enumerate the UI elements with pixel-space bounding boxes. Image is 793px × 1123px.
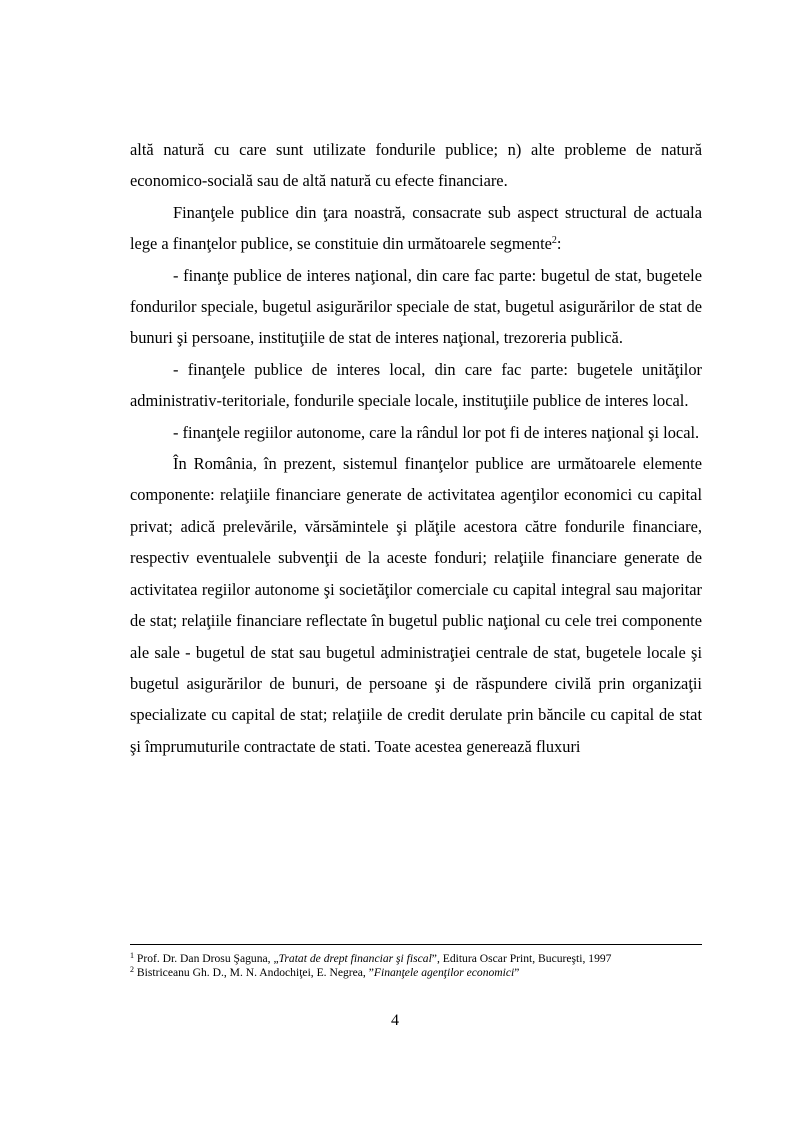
paragraph-segments-intro: [130, 197, 702, 260]
list-item-autonomous-regies: - finanţele regiilor autonome, care la rândul lor pot fi de interes naţional şi local.: [173, 422, 700, 442]
list-item-national-finance: - finanţe publice de interes naţional, din care fac parte: bugetul de stat, bugetele fondurilor speciale, bugetul asigurărilor speciale de stat, bugetul asigurărilor de stat de bunuri şi persoane, instituţiile de stat de interes naţional, trezoreria publică.: [130, 265, 702, 348]
footnote-number: 1: [130, 951, 134, 960]
footnote-prefix: Prof. Dr. Dan Drosu Şaguna, „: [136, 952, 279, 965]
list-item-local-finance: - finanţele publice de interes local, din care fac parte: bugetele unităţilor administrativ-teritoriale, fondurile speciale locale, instituţiile publice de interes local.: [130, 359, 702, 411]
footnote-number: 2: [130, 965, 134, 974]
footnote-divider: [130, 944, 702, 945]
footnote-2: [130, 966, 730, 980]
footnote-1: [130, 952, 730, 966]
paragraph-romania-system: În România, în prezent, sistemul finanţelor publice are următoarele elemente componente: relaţiile financiare generate de activitatea agenţilor economici cu capital privat; adică prelevările, vărsămintele şi plăţile acestora către fondurile financiare, respectiv eventualele subvenţii de la aceste fonduri; relaţiile financiare generate de activitatea regiilor autonome şi societăţilor comerciale cu capital integral sau majoritar de stat; relaţiile financiare reflectate în bugetul public naţional cu cele trei componente ale sale - bugetul de stat sau bugetul administraţiei centrale de stat, bugetele locale şi bugetul asigurărilor de bunuri, de persoane şi de răspundere civilă prin organizaţii specializate cu capital de stat; relaţiile de credit derulate prin băncile cu capital de stat şi împrumuturile contractate de stati. Toate acestea generează fluxuri: [130, 454, 702, 756]
paragraph-text: Finanţele publice din ţara noastră, consacrate sub aspect structural de actuala lege a finanţelor publice, se constituie din următoarele segmente: [130, 202, 702, 254]
footnote-suffix: ”, Editura Oscar Print, Bucureşti, 1997: [431, 952, 612, 965]
footnote-title: Finanţele agenţilor economici: [373, 966, 515, 979]
footnotes: [130, 952, 730, 980]
footnote-title: Tratat de drept financiar şi fiscal: [278, 952, 432, 965]
page-number: 4: [391, 1012, 399, 1029]
footnote-suffix: ”: [514, 966, 520, 979]
footnote-ref-2: 2: [551, 235, 557, 247]
paragraph-continuation: altă natură cu care sunt utilizate fondurile publice; n) alte probleme de natură economico-socială sau de altă natură cu efecte financiare.: [130, 140, 702, 191]
footnote-prefix: Bistriceanu Gh. D., M. N. Andochiţei, E. Negrea, ”: [136, 966, 374, 979]
body-text: [130, 134, 702, 762]
paragraph-tail: :: [556, 234, 562, 254]
